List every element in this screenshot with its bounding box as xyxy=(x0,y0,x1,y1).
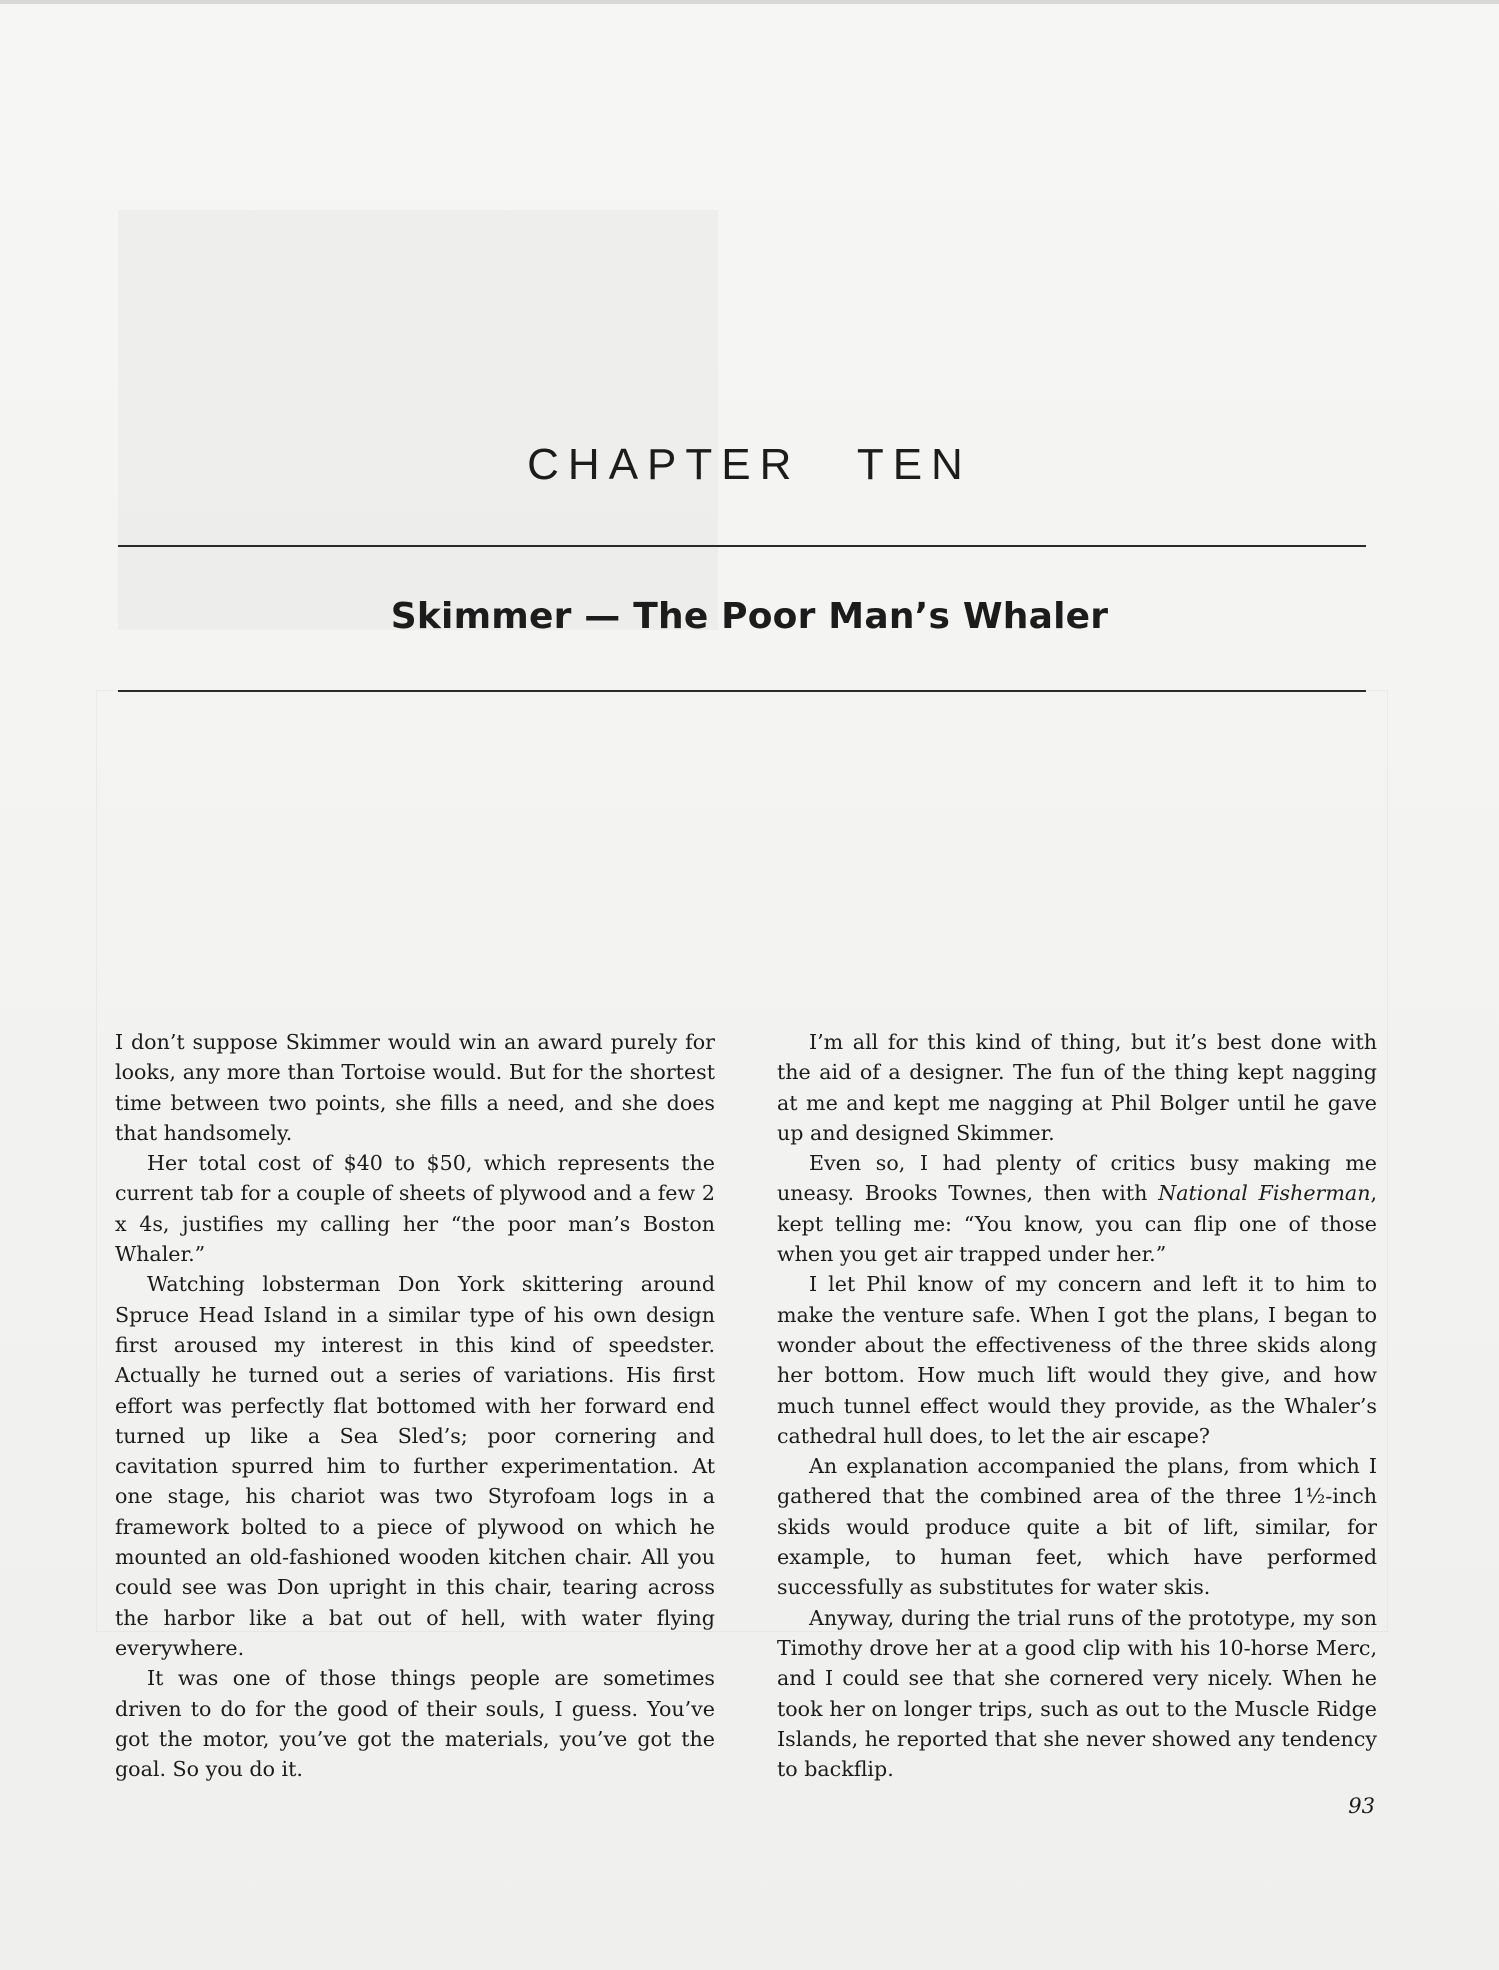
left-text-column xyxy=(115,1027,715,1784)
title-rule-bottom xyxy=(118,690,1366,692)
paragraph: I let Phil know of my concern and left it to him to make the venture safe. When I got the plans, I began to wonder about the effectiveness of the three skids along her bottom. How much lift would they give, and how much tunnel effect would they provide, as the Whaler’s cathedral hull does, to let the air escape? xyxy=(777,1272,1377,1448)
paragraph: It was one of those things people are sometimes driven to do for the good of their souls, I guess. You’ve got the motor, you’ve got the materials, you’ve got the goal. So you do it. xyxy=(115,1666,715,1782)
chapter-title: Skimmer — The Poor Man’s Whaler xyxy=(390,596,1109,637)
page-top-edge xyxy=(0,0,1499,4)
paragraph: I don’t suppose Skimmer would win an award purely for looks, any more than Tortoise would. But for the shortest time between two points, she fills a need, and she does that handsomely. xyxy=(115,1030,715,1145)
page-number: 93 xyxy=(1348,1794,1375,1818)
paragraph: An explanation accompanied the plans, from which I gathered that the combined area of the three 1½-inch skids would produce quite a bit of lift, similar, for example, to human feet, which have performed successfully as substitutes for water skis. xyxy=(777,1454,1377,1600)
publication-title: National Fisherman xyxy=(1158,1181,1371,1206)
chapter-label: CHAPTER TEN xyxy=(527,440,972,489)
paragraph: I’m all for this kind of thing, but it’s best done with the aid of a designer. The fun of the thing kept nagging at me and kept me nagging at Phil Bolger until he gave up and designed Skimmer. xyxy=(777,1030,1377,1145)
right-text-column xyxy=(777,1027,1377,1784)
text-run: Even so, I had plenty of critics busy making me uneasy. Brooks Townes, then with xyxy=(777,1151,1377,1206)
show-through-image xyxy=(118,210,718,630)
paragraph: Her total cost of $40 to $50, which represents the current tab for a couple of sheets of plywood and a few 2 x 4s, justifies my calling her “the poor man’s Boston Whaler.” xyxy=(115,1151,715,1267)
title-rule-top xyxy=(118,545,1366,547)
paragraph: Watching lobsterman Don York skittering around Spruce Head Island in a similar type of his own design first aroused my interest in this kind of speedster. Actually he turned out a series of variations. His first effort was perfectly flat bottomed with her forward end turned up like a Sea Sled’s; poor cornering and cavitation spurred him to further experimentation. At one stage, his chariot was two Styrofoam logs in a framework bolted to a piece of plywood on which he mounted an old-fashioned wooden kitchen chair. All you could see was Don upright in this chair, tearing across the harbor like a bat out of hell, with water flying everywhere. xyxy=(115,1272,715,1660)
paragraph xyxy=(777,1148,1377,1269)
text-run: , kept telling me: “You know, you can flip one of those when you get air trapped under her.” xyxy=(777,1181,1378,1267)
paragraph: Anyway, during the trial runs of the prototype, my son Timothy drove her at a good clip with his 10-horse Merc, and I could see that she cornered very nicely. When he took her on longer trips, such as out to the Muscle Ridge Islands, he reported that she never showed any tendency to backflip. xyxy=(777,1605,1377,1782)
